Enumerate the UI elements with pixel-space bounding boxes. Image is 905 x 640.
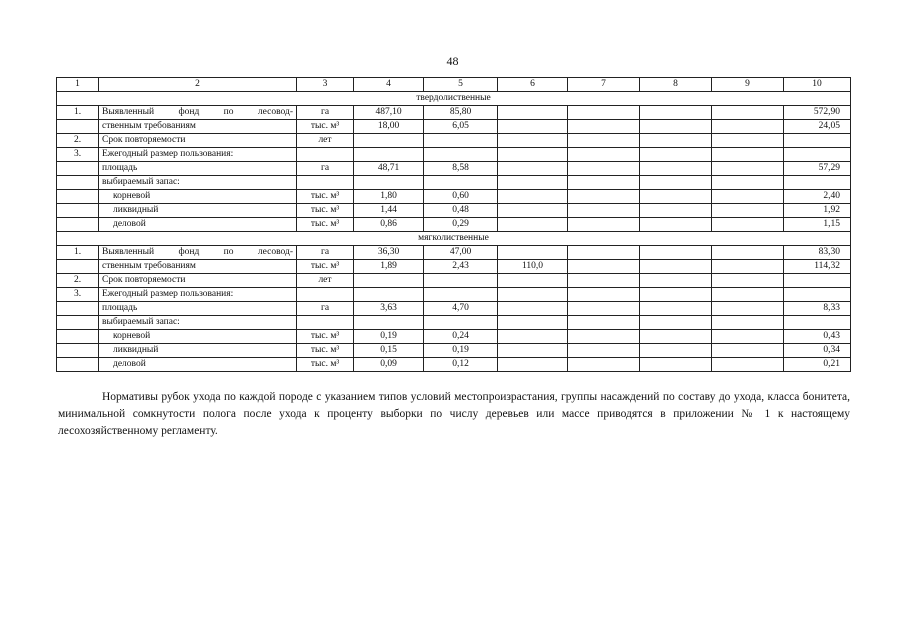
- value-cell-col5: 0,19: [424, 344, 498, 358]
- value-cell-col9: [712, 134, 784, 148]
- value-cell-col4: 18,00: [354, 120, 424, 134]
- value-cell-col9: [712, 288, 784, 302]
- indicator-name-cell: ликвидный: [99, 204, 297, 218]
- value-cell-col7: [568, 106, 640, 120]
- value-cell-col6: [498, 274, 568, 288]
- value-cell-col5: [424, 274, 498, 288]
- value-cell-col6: [498, 316, 568, 330]
- unit-cell: лет: [297, 134, 354, 148]
- value-cell-col4: [354, 176, 424, 190]
- forest-usage-table: [56, 77, 851, 372]
- row-number-cell: 3.: [57, 148, 99, 162]
- value-cell-col6: 110,0: [498, 260, 568, 274]
- value-cell-col6: [498, 330, 568, 344]
- indicator-name-cell: деловой: [99, 358, 297, 372]
- value-cell-col5: 6,05: [424, 120, 498, 134]
- row-number-cell: [57, 260, 99, 274]
- value-cell-col7: [568, 134, 640, 148]
- unit-cell: тыс. м³: [297, 218, 354, 232]
- value-cell-col4: 1,44: [354, 204, 424, 218]
- unit-cell: лет: [297, 274, 354, 288]
- value-cell-col4: 0,19: [354, 330, 424, 344]
- value-cell-col8: [640, 162, 712, 176]
- total-cell-col10: [784, 288, 851, 302]
- value-cell-col8: [640, 344, 712, 358]
- value-cell-col6: [498, 134, 568, 148]
- value-cell-col7: [568, 120, 640, 134]
- total-cell-col10: [784, 316, 851, 330]
- indicator-name-cell: выбираемый запас:: [99, 316, 297, 330]
- section-title: твердолиственные: [57, 92, 851, 106]
- total-cell-col10: 1,15: [784, 218, 851, 232]
- column-number: 5: [424, 78, 498, 92]
- value-cell-col6: [498, 148, 568, 162]
- table-row: [57, 176, 851, 190]
- row-number-cell: [57, 204, 99, 218]
- value-cell-col8: [640, 218, 712, 232]
- total-cell-col10: 8,33: [784, 302, 851, 316]
- value-cell-col8: [640, 204, 712, 218]
- row-number-cell: [57, 358, 99, 372]
- value-cell-col7: [568, 218, 640, 232]
- value-cell-col4: [354, 148, 424, 162]
- value-cell-col7: [568, 190, 640, 204]
- value-cell-col8: [640, 246, 712, 260]
- value-cell-col6: [498, 246, 568, 260]
- table-row: [57, 330, 851, 344]
- row-number-cell: [57, 302, 99, 316]
- value-cell-col4: 0,15: [354, 344, 424, 358]
- table-row: [57, 288, 851, 302]
- indicator-name-cell: выбираемый запас:: [99, 176, 297, 190]
- total-cell-col10: 1,92: [784, 204, 851, 218]
- value-cell-col8: [640, 134, 712, 148]
- table-row: [57, 106, 851, 120]
- total-cell-col10: 24,05: [784, 120, 851, 134]
- indicator-name-cell: Срок повторяемости: [99, 134, 297, 148]
- table-row: [57, 260, 851, 274]
- value-cell-col7: [568, 330, 640, 344]
- value-cell-col6: [498, 106, 568, 120]
- value-cell-col7: [568, 204, 640, 218]
- total-cell-col10: [784, 148, 851, 162]
- value-cell-col9: [712, 316, 784, 330]
- indicator-name-cell: Срок повторяемости: [99, 274, 297, 288]
- row-number-cell: [57, 176, 99, 190]
- value-cell-col8: [640, 302, 712, 316]
- table-row: [57, 344, 851, 358]
- column-number: 9: [712, 78, 784, 92]
- value-cell-col7: [568, 302, 640, 316]
- row-number-cell: [57, 344, 99, 358]
- indicator-name-cell: ственным требованиям: [99, 120, 297, 134]
- table-row: [57, 204, 851, 218]
- value-cell-col4: 48,71: [354, 162, 424, 176]
- unit-cell: га: [297, 106, 354, 120]
- column-number: 2: [99, 78, 297, 92]
- indicator-name-cell: Ежегодный размер пользования:: [99, 288, 297, 302]
- value-cell-col6: [498, 218, 568, 232]
- value-cell-col5: 2,43: [424, 260, 498, 274]
- unit-cell: тыс. м³: [297, 120, 354, 134]
- indicator-name-cell: корневой: [99, 190, 297, 204]
- value-cell-col8: [640, 148, 712, 162]
- total-cell-col10: 0,21: [784, 358, 851, 372]
- column-number: 3: [297, 78, 354, 92]
- value-cell-col9: [712, 162, 784, 176]
- column-number: 7: [568, 78, 640, 92]
- total-cell-col10: 572,90: [784, 106, 851, 120]
- value-cell-col5: [424, 316, 498, 330]
- total-cell-col10: [784, 134, 851, 148]
- table-row: [57, 246, 851, 260]
- total-cell-col10: [784, 176, 851, 190]
- value-cell-col7: [568, 148, 640, 162]
- value-cell-col8: [640, 358, 712, 372]
- unit-cell: [297, 288, 354, 302]
- table-row: [57, 316, 851, 330]
- value-cell-col7: [568, 358, 640, 372]
- value-cell-col8: [640, 190, 712, 204]
- row-number-cell: 1.: [57, 246, 99, 260]
- table-row: [57, 134, 851, 148]
- indicator-name-cell: ликвидный: [99, 344, 297, 358]
- value-cell-col8: [640, 106, 712, 120]
- value-cell-col9: [712, 274, 784, 288]
- unit-cell: [297, 176, 354, 190]
- value-cell-col5: 0,29: [424, 218, 498, 232]
- value-cell-col7: [568, 162, 640, 176]
- unit-cell: га: [297, 246, 354, 260]
- value-cell-col8: [640, 274, 712, 288]
- page-number: 48: [446, 54, 459, 68]
- unit-cell: [297, 148, 354, 162]
- indicator-name-cell: корневой: [99, 330, 297, 344]
- total-cell-col10: 57,29: [784, 162, 851, 176]
- unit-cell: га: [297, 302, 354, 316]
- value-cell-col9: [712, 358, 784, 372]
- total-cell-col10: 83,30: [784, 246, 851, 260]
- indicator-name-cell: ственным требованиям: [99, 260, 297, 274]
- value-cell-col5: 0,24: [424, 330, 498, 344]
- table-row: [57, 218, 851, 232]
- value-cell-col6: [498, 344, 568, 358]
- table-row: [57, 148, 851, 162]
- column-number: 1: [57, 78, 99, 92]
- total-cell-col10: 0,43: [784, 330, 851, 344]
- indicator-name-cell: деловой: [99, 218, 297, 232]
- table-row: [57, 190, 851, 204]
- indicator-name-cell: площадь: [99, 302, 297, 316]
- indicator-name-cell: Выявленный фонд по лесовод-: [99, 246, 297, 260]
- section-title-row: [57, 232, 851, 246]
- value-cell-col6: [498, 302, 568, 316]
- table-row: [57, 120, 851, 134]
- value-cell-col8: [640, 330, 712, 344]
- value-cell-col5: 47,00: [424, 246, 498, 260]
- value-cell-col9: [712, 218, 784, 232]
- value-cell-col9: [712, 302, 784, 316]
- table-row: [57, 302, 851, 316]
- section-title: мягколиственные: [57, 232, 851, 246]
- value-cell-col6: [498, 288, 568, 302]
- unit-cell: га: [297, 162, 354, 176]
- total-cell-col10: [784, 274, 851, 288]
- row-number-cell: [57, 162, 99, 176]
- value-cell-col8: [640, 260, 712, 274]
- value-cell-col7: [568, 260, 640, 274]
- value-cell-col4: [354, 274, 424, 288]
- value-cell-col4: [354, 134, 424, 148]
- value-cell-col9: [712, 204, 784, 218]
- value-cell-col9: [712, 330, 784, 344]
- value-cell-col9: [712, 344, 784, 358]
- value-cell-col4: 36,30: [354, 246, 424, 260]
- column-number-row: [57, 78, 851, 92]
- row-number-cell: [57, 316, 99, 330]
- row-number-cell: 3.: [57, 288, 99, 302]
- value-cell-col5: [424, 176, 498, 190]
- value-cell-col5: 4,70: [424, 302, 498, 316]
- unit-cell: тыс. м³: [297, 344, 354, 358]
- unit-cell: тыс. м³: [297, 190, 354, 204]
- unit-cell: тыс. м³: [297, 204, 354, 218]
- value-cell-col8: [640, 288, 712, 302]
- value-cell-col9: [712, 120, 784, 134]
- value-cell-col4: [354, 316, 424, 330]
- value-cell-col9: [712, 190, 784, 204]
- unit-cell: [297, 316, 354, 330]
- value-cell-col4: 0,86: [354, 218, 424, 232]
- value-cell-col5: 0,48: [424, 204, 498, 218]
- value-cell-col5: 8,58: [424, 162, 498, 176]
- value-cell-col4: [354, 288, 424, 302]
- table-row: [57, 358, 851, 372]
- value-cell-col7: [568, 288, 640, 302]
- column-number: 6: [498, 78, 568, 92]
- value-cell-col5: 85,80: [424, 106, 498, 120]
- value-cell-col4: 487,10: [354, 106, 424, 120]
- row-number-cell: [57, 330, 99, 344]
- table-row: [57, 162, 851, 176]
- unit-cell: тыс. м³: [297, 260, 354, 274]
- regulation-paragraph: Нормативы рубок ухода по каждой породе с указанием типов условий местопроизрастания, группы насаждений по составу до ухода, класса бонитета, минимальной сомкнутости полога после ухода к проценту выборки по числу деревьев или массе приводятся в приложении № 1 к настоящему лесохозяйственному регламенту.: [58, 391, 850, 437]
- value-cell-col8: [640, 316, 712, 330]
- column-number: 10: [784, 78, 851, 92]
- value-cell-col9: [712, 106, 784, 120]
- value-cell-col7: [568, 316, 640, 330]
- value-cell-col6: [498, 358, 568, 372]
- table-row: [57, 274, 851, 288]
- unit-cell: тыс. м³: [297, 330, 354, 344]
- total-cell-col10: 2,40: [784, 190, 851, 204]
- value-cell-col6: [498, 176, 568, 190]
- column-number: 4: [354, 78, 424, 92]
- unit-cell: тыс. м³: [297, 358, 354, 372]
- total-cell-col10: 114,32: [784, 260, 851, 274]
- value-cell-col5: [424, 134, 498, 148]
- row-number-cell: [57, 190, 99, 204]
- section-title-row: [57, 92, 851, 106]
- value-cell-col4: 0,09: [354, 358, 424, 372]
- value-cell-col6: [498, 190, 568, 204]
- indicator-name-cell: площадь: [99, 162, 297, 176]
- row-number-cell: 1.: [57, 106, 99, 120]
- value-cell-col4: 3,63: [354, 302, 424, 316]
- value-cell-col4: 1,80: [354, 190, 424, 204]
- value-cell-col7: [568, 344, 640, 358]
- value-cell-col6: [498, 204, 568, 218]
- value-cell-col5: [424, 288, 498, 302]
- value-cell-col9: [712, 246, 784, 260]
- value-cell-col5: 0,60: [424, 190, 498, 204]
- value-cell-col7: [568, 176, 640, 190]
- indicator-name-cell: Выявленный фонд по лесовод-: [99, 106, 297, 120]
- value-cell-col4: 1,89: [354, 260, 424, 274]
- value-cell-col9: [712, 148, 784, 162]
- column-number: 8: [640, 78, 712, 92]
- row-number-cell: [57, 120, 99, 134]
- value-cell-col5: 0,12: [424, 358, 498, 372]
- row-number-cell: 2.: [57, 134, 99, 148]
- value-cell-col9: [712, 260, 784, 274]
- value-cell-col7: [568, 274, 640, 288]
- value-cell-col7: [568, 246, 640, 260]
- row-number-cell: 2.: [57, 274, 99, 288]
- indicator-name-cell: Ежегодный размер пользования:: [99, 148, 297, 162]
- value-cell-col6: [498, 120, 568, 134]
- row-number-cell: [57, 218, 99, 232]
- value-cell-col9: [712, 176, 784, 190]
- value-cell-col5: [424, 148, 498, 162]
- total-cell-col10: 0,34: [784, 344, 851, 358]
- value-cell-col6: [498, 162, 568, 176]
- value-cell-col8: [640, 176, 712, 190]
- value-cell-col8: [640, 120, 712, 134]
